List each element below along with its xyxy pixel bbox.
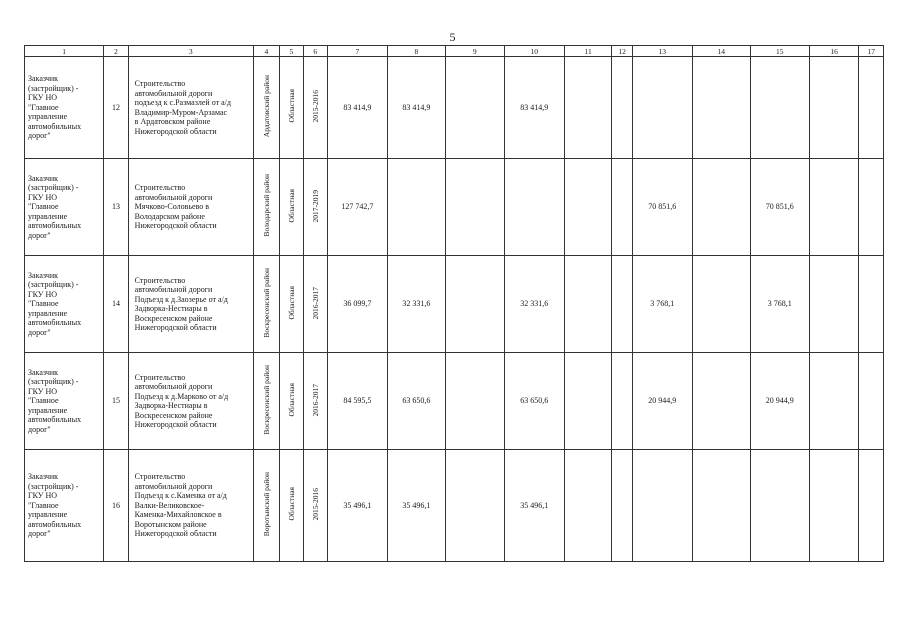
amount-cell-col-13: 70 851,6: [632, 159, 692, 256]
amount-cell-col-10: 32 331,6: [504, 256, 564, 353]
amount-cell-col-9: [445, 256, 504, 353]
amount-cell-col-7: 83 414,9: [327, 57, 387, 159]
level-cell: [280, 353, 303, 450]
column-number-6: 6: [303, 46, 327, 57]
period-text: 2016-2017: [310, 286, 320, 319]
customer-line: управление: [28, 308, 68, 318]
object-line: Валки-Великовское-: [134, 500, 205, 510]
district-text: Ардатовский район: [261, 75, 271, 138]
row-number-cell: 13: [104, 159, 128, 256]
amount-cell-col-15: [750, 450, 809, 562]
table-row: [25, 450, 884, 562]
table-body: [25, 46, 884, 562]
object-line: Нижегородской области: [134, 323, 217, 332]
amount-cell-col-12: [612, 57, 632, 159]
district-cell: [253, 450, 279, 562]
district-text: Воскресенский район: [261, 267, 271, 338]
amount-cell-col-10: 35 496,1: [504, 450, 564, 562]
amount-cell-col-14: [692, 159, 750, 256]
amount-cell-col-17: [859, 159, 884, 256]
object-line: Нижегородской области: [134, 221, 217, 231]
customer-line: Заказчик: [28, 367, 59, 377]
object-line: Строительство: [134, 472, 186, 482]
customer-line: ГКУ НО: [28, 289, 58, 299]
amount-cell-col-15: 70 851,6: [750, 159, 809, 256]
column-number-3: 3: [128, 46, 253, 57]
object-line: Нижегородской области: [134, 126, 217, 136]
column-number-1: 1: [25, 46, 104, 57]
customer-line: управление: [28, 405, 68, 415]
period-cell: [303, 450, 327, 562]
customer-cell: [25, 353, 104, 450]
column-number-4: 4: [253, 46, 279, 57]
level-cell: [280, 159, 303, 256]
customer-cell: [25, 256, 104, 353]
object-line: автомобильной дороги: [134, 285, 213, 294]
district-text: Воротынский район: [261, 472, 271, 537]
customer-line: "Главное: [28, 396, 59, 406]
customer-line: дорог": [28, 230, 51, 240]
customer-line: управление: [28, 510, 68, 520]
column-number-8: 8: [387, 46, 445, 57]
customer-line: (застройщик) -: [28, 183, 79, 193]
level-text: Областная: [286, 487, 296, 521]
object-cell: [128, 353, 253, 450]
amount-cell-col-17: [859, 450, 884, 562]
column-number-10: 10: [504, 46, 564, 57]
customer-line: автомобильных: [28, 221, 82, 231]
amount-cell-col-17: [859, 353, 884, 450]
object-cell: [128, 159, 253, 256]
district-cell: [253, 256, 279, 353]
district-text: Володарский район: [261, 174, 271, 238]
header-row: [25, 46, 884, 57]
object-line: Нижегородской области: [134, 420, 217, 429]
object-line: автомобильной дороги: [134, 88, 213, 98]
district-cell: [253, 57, 279, 159]
object-line: Строительство: [134, 275, 186, 285]
row-number-cell: 12: [104, 57, 128, 159]
customer-line: дорог": [28, 131, 51, 141]
table-row: [25, 353, 884, 450]
amount-cell-col-17: [859, 256, 884, 353]
amount-cell-col-14: [692, 57, 750, 159]
amount-cell-col-14: [692, 450, 750, 562]
district-cell: [253, 353, 279, 450]
object-line: Нижегородской области: [134, 529, 217, 539]
customer-line: автомобильных: [28, 415, 82, 425]
object-line: Воскресенском районе: [134, 313, 213, 323]
table-row: [25, 256, 884, 353]
customer-line: дорог": [28, 327, 51, 337]
customer-line: (застройщик) -: [28, 481, 79, 491]
amount-cell-col-9: [445, 353, 504, 450]
customer-line: ГКУ НО: [28, 93, 58, 103]
amount-cell-col-17: [859, 57, 884, 159]
object-line: автомобильной дороги: [134, 382, 213, 391]
customer-line: управление: [28, 211, 68, 221]
object-cell: [128, 256, 253, 353]
customer-line: "Главное: [28, 202, 59, 212]
amount-cell-col-14: [692, 353, 750, 450]
column-number-11: 11: [564, 46, 612, 57]
amount-cell-col-15: 3 768,1: [750, 256, 809, 353]
customer-line: (застройщик) -: [28, 280, 79, 290]
column-number-15: 15: [750, 46, 809, 57]
amount-cell-col-9: [445, 57, 504, 159]
table-row: [25, 57, 884, 159]
amount-cell-col-11: [564, 450, 612, 562]
object-line: Каменка-Михайловское в: [134, 510, 222, 520]
amount-cell-col-15: [750, 57, 809, 159]
column-number-14: 14: [692, 46, 750, 57]
object-line: Задворка-Нестиары в: [134, 304, 208, 313]
object-line: автомобильной дороги: [134, 481, 213, 491]
customer-line: дорог": [28, 529, 51, 539]
district-cell: [253, 159, 279, 256]
amount-cell-col-16: [809, 159, 859, 256]
object-line: Подъезд к д.Заозерье от а/д: [134, 294, 228, 304]
period-cell: [303, 256, 327, 353]
period-cell: [303, 57, 327, 159]
amount-cell-col-8: [387, 159, 445, 256]
level-text: Областная: [286, 382, 296, 417]
amount-cell-col-10: [504, 159, 564, 256]
customer-line: (застройщик) -: [28, 83, 79, 93]
amount-cell-col-13: 20 944,9: [632, 353, 692, 450]
object-cell: [128, 450, 253, 562]
row-number-cell: 15: [104, 353, 128, 450]
level-cell: [280, 57, 303, 159]
level-text: Областная: [286, 188, 296, 223]
amount-cell-col-9: [445, 450, 504, 562]
object-line: Подъезд к д.Марково от а/д: [134, 391, 229, 401]
period-text: 2017-2019: [310, 189, 320, 222]
customer-line: ГКУ НО: [28, 386, 58, 396]
amount-cell-col-7: 36 099,7: [327, 256, 387, 353]
column-number-9: 9: [445, 46, 504, 57]
amount-cell-col-12: [612, 256, 632, 353]
column-number-5: 5: [280, 46, 303, 57]
customer-line: (застройщик) -: [28, 377, 79, 387]
district-text: Воскресенский район: [261, 364, 271, 435]
customer-line: Заказчик: [28, 270, 59, 280]
customer-line: автомобильных: [28, 121, 82, 131]
object-line: Задворка-Нестиары в: [134, 401, 208, 410]
amount-cell-col-12: [612, 450, 632, 562]
level-cell: [280, 256, 303, 353]
customer-line: "Главное: [28, 102, 59, 112]
customer-cell: [25, 159, 104, 256]
amount-cell-col-11: [564, 159, 612, 256]
amount-cell-col-13: [632, 450, 692, 562]
column-number-12: 12: [612, 46, 632, 57]
object-line: Строительство: [134, 372, 186, 382]
period-text: 2015-2016: [310, 488, 320, 521]
column-number-13: 13: [632, 46, 692, 57]
amount-cell-col-11: [564, 256, 612, 353]
customer-line: управление: [28, 112, 68, 122]
amount-cell-col-8: 35 496,1: [387, 450, 445, 562]
amount-cell-col-11: [564, 57, 612, 159]
amount-cell-col-16: [809, 256, 859, 353]
column-number-16: 16: [809, 46, 859, 57]
table-row: [25, 159, 884, 256]
amount-cell-col-13: 3 768,1: [632, 256, 692, 353]
customer-cell: [25, 450, 104, 562]
period-text: 2015-2016: [310, 90, 320, 123]
customer-line: автомобильных: [28, 318, 82, 328]
amount-cell-col-7: 127 742,7: [327, 159, 387, 256]
object-line: Подъезд к с.Каменка от а/д: [134, 491, 227, 501]
period-text: 2016-2017: [310, 383, 320, 416]
amount-cell-col-16: [809, 450, 859, 562]
customer-cell: [25, 57, 104, 159]
amount-cell-col-12: [612, 159, 632, 256]
amount-cell-col-7: 35 496,1: [327, 450, 387, 562]
object-line: в Ардатовском районе: [134, 117, 211, 126]
object-line: Строительство: [134, 79, 186, 88]
column-number-17: 17: [859, 46, 884, 57]
amount-cell-col-10: 63 650,6: [504, 353, 564, 450]
amount-cell-col-14: [692, 256, 750, 353]
level-text: Областная: [286, 285, 296, 320]
amount-cell-col-8: 32 331,6: [387, 256, 445, 353]
level-cell: [280, 450, 303, 562]
amount-cell-col-11: [564, 353, 612, 450]
amount-cell-col-8: 63 650,6: [387, 353, 445, 450]
amount-cell-col-9: [445, 159, 504, 256]
customer-line: "Главное: [28, 299, 59, 309]
amount-cell-col-12: [612, 353, 632, 450]
amount-cell-col-13: [632, 57, 692, 159]
column-number-7: 7: [327, 46, 387, 57]
column-number-2: 2: [104, 46, 128, 57]
level-text: Областная: [286, 89, 296, 123]
construction-table: [24, 45, 884, 562]
object-line: Воротынском районе: [134, 519, 207, 529]
amount-cell-col-16: [809, 57, 859, 159]
row-number-cell: 14: [104, 256, 128, 353]
object-line: Володарском районе: [134, 211, 205, 221]
customer-line: ГКУ НО: [28, 491, 58, 501]
customer-line: "Главное: [28, 500, 59, 510]
object-line: подъезд к с.Размазлей от а/д: [134, 98, 231, 107]
object-line: автомобильной дороги: [134, 192, 213, 202]
row-number-cell: 16: [104, 450, 128, 562]
customer-line: Заказчик: [28, 173, 59, 183]
amount-cell-col-15: 20 944,9: [750, 353, 809, 450]
customer-line: автомобильных: [28, 519, 82, 529]
period-cell: [303, 159, 327, 256]
amount-cell-col-7: 84 595,5: [327, 353, 387, 450]
amount-cell-col-8: 83 414,9: [387, 57, 445, 159]
page-number: 5: [449, 30, 456, 44]
object-line: Воскресенском районе: [134, 410, 213, 420]
customer-line: Заказчик: [28, 74, 59, 84]
customer-line: Заказчик: [28, 472, 59, 482]
customer-line: дорог": [28, 424, 51, 434]
object-line: Строительство: [134, 183, 186, 193]
period-cell: [303, 353, 327, 450]
object-line: Мячково-Соловьево в: [134, 202, 210, 212]
amount-cell-col-16: [809, 353, 859, 450]
amount-cell-col-10: 83 414,9: [504, 57, 564, 159]
object-line: Владимир-Муром-Арзамас: [134, 107, 228, 117]
object-cell: [128, 57, 253, 159]
customer-line: ГКУ НО: [28, 192, 58, 202]
